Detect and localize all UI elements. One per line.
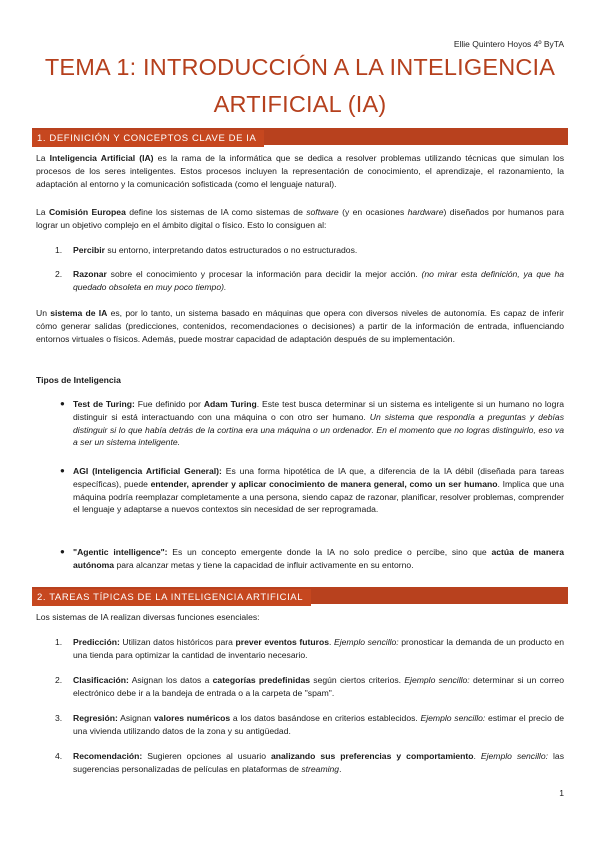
section-2-title: 2. TAREAS TÍPICAS DE LA INTELIGENCIA ARTIFICIAL	[32, 589, 311, 606]
list-item-prediccion: Predicción: Utilizan datos históricos para prever eventos futuros. Ejemplo sencillo: pronosticar la demanda de un producto en una tienda para optimizar la cantidad de inventario necesario.	[73, 637, 564, 660]
list-number: 2.	[55, 269, 63, 279]
list-item-razonar: Razonar sobre el conocimiento y procesar la información para decidir la mejor acción. (no mirar esta definición, ya que ha quedado obsoleta en muy poco tiempo).	[73, 269, 565, 292]
list-item-agi: AGI (Inteligencia Artificial General): Es una forma hipotética de IA que, a diferencia de la IA débil (diseñada para tareas específicas), puede entender, aprender y aplicar conocimiento de manera general, como un ser humano. Implica que una máquina podría reemplazar completamente a una persona, siendo capaz de razonar, planificar, resolver problemas, comprender el lenguaje y adaptarse a nuevos contextos sin necesidad de ser reprogramada.	[73, 466, 564, 515]
bullet-icon: ●	[60, 547, 65, 556]
title-line-2: ARTIFICIAL (IA)	[213, 91, 387, 117]
types-heading: Tipos de Inteligencia	[36, 375, 121, 385]
paragraph-ia-definition: La Inteligencia Artificial (IA) es la rama de la informática que se dedica a resolver problemas utilizando técnicas que simulan los procesos de los seres inteligentes. Estos procesos incluyen la representación de conocimiento, el aprendizaje, el razonamiento, la adaptación al entorno y la comunicación sofisticada (como el lenguaje natural).	[36, 153, 564, 189]
bullet-icon: ●	[60, 466, 65, 475]
list-number: 3.	[55, 713, 63, 723]
title-line-1: TEMA 1: INTRODUCCIÓN A LA INTELIGENCIA	[44, 54, 556, 80]
bullet-icon: ●	[60, 399, 65, 408]
section-1-header	[32, 128, 568, 145]
section-1-title: 1. DEFINICIÓN Y CONCEPTOS CLAVE DE IA	[32, 130, 264, 147]
paragraph-ce-definition: La Comisión Europea define los sistemas de IA como sistemas de software (y en ocasiones hardware) diseñados por humanos para lograr un objetivo complejo en el ámbito digital o físico. Esto lo consiguen al:	[36, 207, 564, 230]
page-title	[30, 49, 570, 123]
list-item-regresion: Regresión: Asignan valores numéricos a los datos basándose en criterios establecidos. Ejemplo sencillo: estimar el precio de una vivienda utilizando datos de la zona y su antigüedad.	[73, 713, 564, 736]
list-item-percibir: Percibir su entorno, interpretando datos estructurados o no estructurados.	[73, 245, 358, 255]
list-number: 2.	[55, 675, 63, 685]
list-item-clasificacion: Clasificación: Asignan los datos a categorías predefinidas según ciertos criterios. Ejemplo sencillo: determinar si un correo electrónico debe ir a la bandeja de entrada o a la carpeta de "spam".	[73, 675, 564, 698]
list-number: 1.	[55, 245, 63, 255]
list-number: 1.	[55, 637, 63, 647]
list-item-agentic: "Agentic intelligence": Es un concepto emergente donde la IA no solo predice o percibe, sino que actúa de manera autónoma para alcanzar metas y tiene la capacidad de influir activamente en su entorno.	[73, 547, 564, 570]
list-number: 4.	[55, 751, 63, 761]
list-item-turing: Test de Turing: Fue definido por Adam Turing. Este test busca determinar si un sistema es inteligente si un humano no logra distinguir si está interactuando con una máquina o con otro ser humano. Un sistema que respondía a preguntas y debías distinguir si lo que había detrás de la cortina era una máquina o un ordenador. En el momento que no logras distinguirlo, eso va a ser un sistema inteligente.	[73, 399, 565, 448]
author-header: Ellie Quintero Hoyos 4º ByTA	[453, 39, 564, 49]
list-item-recomendacion: Recomendación: Sugieren opciones al usuario analizando sus preferencias y comportamiento. Ejemplo sencillo: las sugerencias personalizadas de películas en plataformas de streaming.	[73, 751, 564, 774]
section-2-header	[32, 587, 568, 604]
page-number: 1	[559, 788, 564, 798]
paragraph-sistema-ia: Un sistema de IA es, por lo tanto, un sistema basado en máquinas que opera con diversos niveles de autonomía. Es capaz de inferir cómo generar salidas (predicciones, contenidos, recomendaciones o decisiones) a partir de la información de entrada, influenciando entornos virtuales o físicos. Además, puede mostrar capacidad de adaptación después de su implementación.	[36, 308, 565, 344]
section-2-intro: Los sistemas de IA realizan diversas funciones esenciales:	[36, 612, 260, 622]
